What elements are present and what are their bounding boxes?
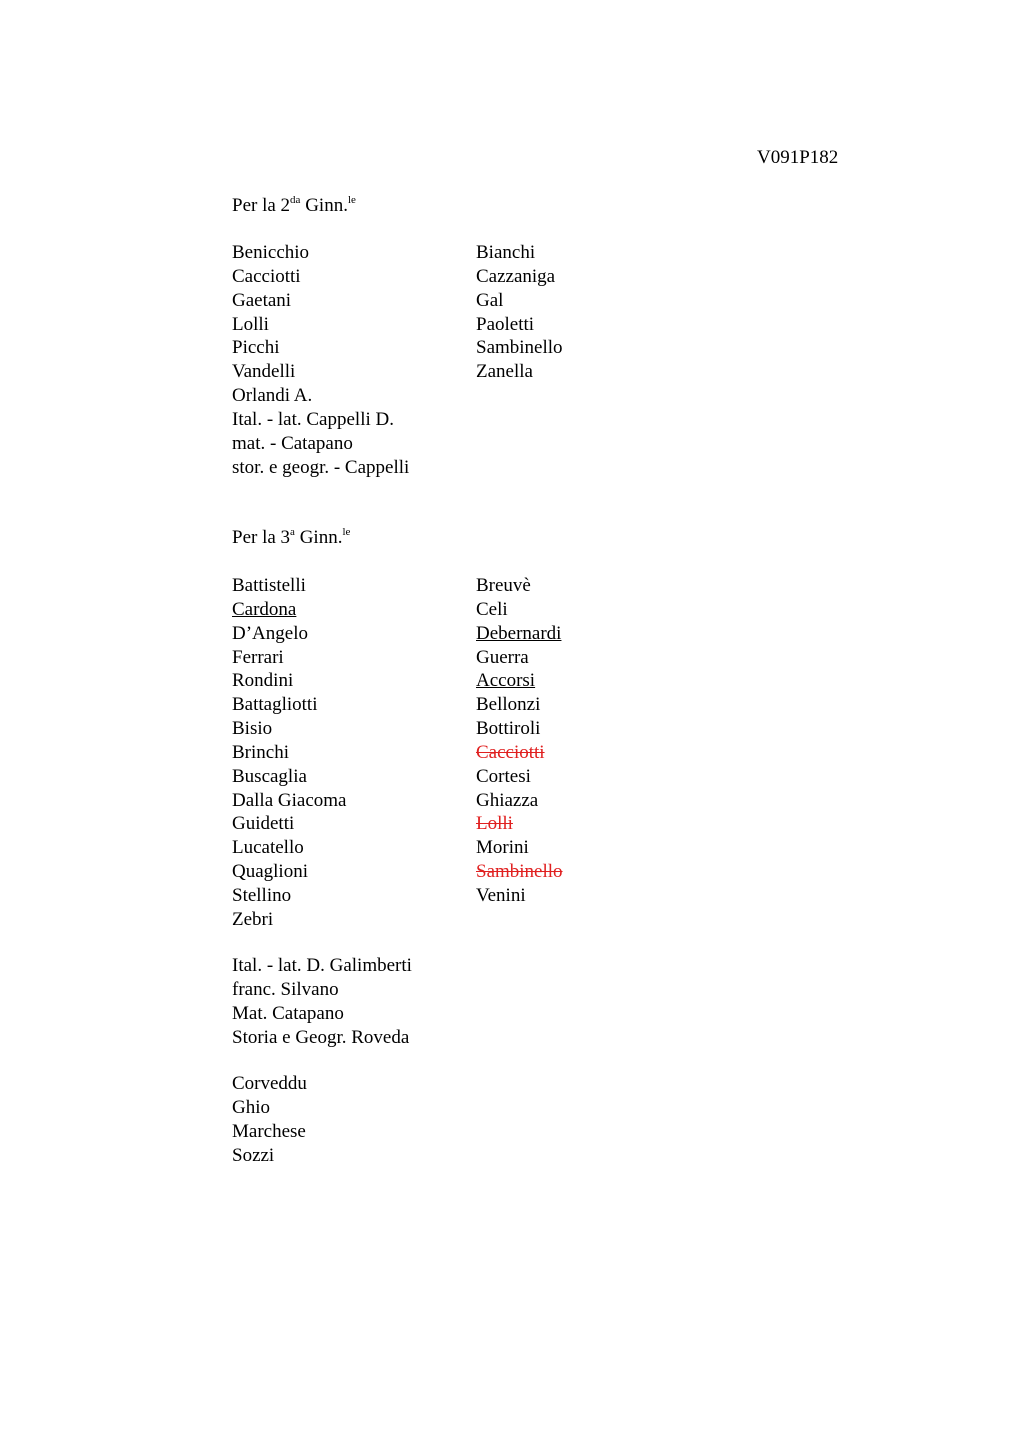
list-item: Ital. - lat. Cappelli D. — [232, 408, 394, 430]
list-item: Marchese — [232, 1120, 306, 1142]
teacher-item: Mat. Catapano — [232, 1002, 344, 1024]
teacher-item: Storia e Geogr. Roveda — [232, 1026, 410, 1048]
section3-left-column — [232, 574, 346, 932]
list-item-underlined: Debernardi — [476, 622, 562, 644]
list-item: Venini — [476, 884, 526, 906]
section2-left-column — [232, 241, 409, 479]
list-item: Lolli — [232, 313, 269, 335]
list-item: Brinchi — [232, 741, 289, 763]
list-item: Breuvè — [476, 575, 531, 596]
list-item: Cazzaniga — [476, 265, 556, 287]
list-item: Quaglioni — [232, 861, 308, 883]
list-item: Morini — [476, 837, 529, 859]
list-item: Cacciotti — [232, 265, 301, 287]
list-item: Battistelli — [232, 575, 306, 596]
list-item: Bellonzi — [476, 694, 541, 716]
list-item: Sozzi — [232, 1144, 275, 1166]
list-item: Bianchi — [476, 242, 536, 263]
list-item: Ferrari — [232, 646, 284, 668]
list-item: Bottiroli — [476, 718, 541, 740]
list-item-underlined: Cardona — [232, 598, 297, 620]
section3-right-column — [476, 574, 563, 908]
list-item: Buscaglia — [232, 765, 307, 787]
list-item: Stellino — [232, 884, 292, 906]
list-item: Ghiazza — [476, 789, 539, 811]
section2-heading-mid: Ginn. — [300, 195, 348, 216]
section2-heading-sup2: le — [347, 194, 356, 206]
list-item: Bisio — [232, 718, 273, 740]
list-item: Dalla Giacoma — [232, 789, 347, 811]
list-item: Guerra — [476, 646, 529, 668]
list-item: Lucatello — [232, 837, 304, 859]
list-item: Ghio — [232, 1096, 270, 1118]
section3-heading-mid: Ginn. — [294, 527, 343, 548]
list-item: Zebri — [232, 908, 274, 930]
document-code: V091P182 — [757, 147, 839, 168]
section3-teachers — [232, 954, 412, 1049]
section2-heading-sup: da — [290, 194, 301, 206]
list-item: mat. - Catapano — [232, 432, 353, 454]
list-item: Battagliotti — [232, 694, 318, 716]
section2-right-column — [476, 241, 563, 384]
list-item: Celi — [476, 598, 508, 620]
list-item: Zanella — [476, 361, 533, 383]
teacher-item: Ital. - lat. D. Galimberti — [232, 955, 412, 976]
list-item: Vandelli — [232, 361, 296, 383]
section3-heading-prefix: Per la 3 — [232, 527, 291, 548]
list-item: Sambinello — [476, 337, 563, 359]
list-item-struck: Sambinello — [476, 861, 563, 883]
list-item: Gaetani — [232, 289, 292, 311]
section3-heading-sup: a — [290, 526, 295, 538]
list-item-struck: Cacciotti — [476, 741, 545, 763]
section3-extra-list — [232, 1072, 307, 1167]
section3-heading-sup2: le — [342, 526, 351, 538]
list-item: Orlandi A. — [232, 385, 313, 407]
list-item: Rondini — [232, 670, 294, 692]
list-item: Benicchio — [232, 242, 310, 263]
teacher-item: franc. Silvano — [232, 978, 339, 1000]
list-item: stor. e geogr. - Cappelli — [232, 456, 410, 478]
section2-heading — [232, 194, 356, 220]
list-item-underlined: Accorsi — [476, 670, 536, 692]
list-item: Corveddu — [232, 1073, 307, 1094]
list-item: Picchi — [232, 337, 280, 359]
list-item: D’Angelo — [232, 622, 308, 644]
list-item: Paoletti — [476, 313, 535, 335]
list-item: Cortesi — [476, 765, 531, 787]
section3-heading — [232, 526, 350, 552]
list-item-struck: Lolli — [476, 813, 513, 835]
list-item: Guidetti — [232, 813, 295, 835]
list-item: Gal — [476, 289, 504, 311]
section2-heading-prefix: Per la 2 — [232, 195, 291, 216]
